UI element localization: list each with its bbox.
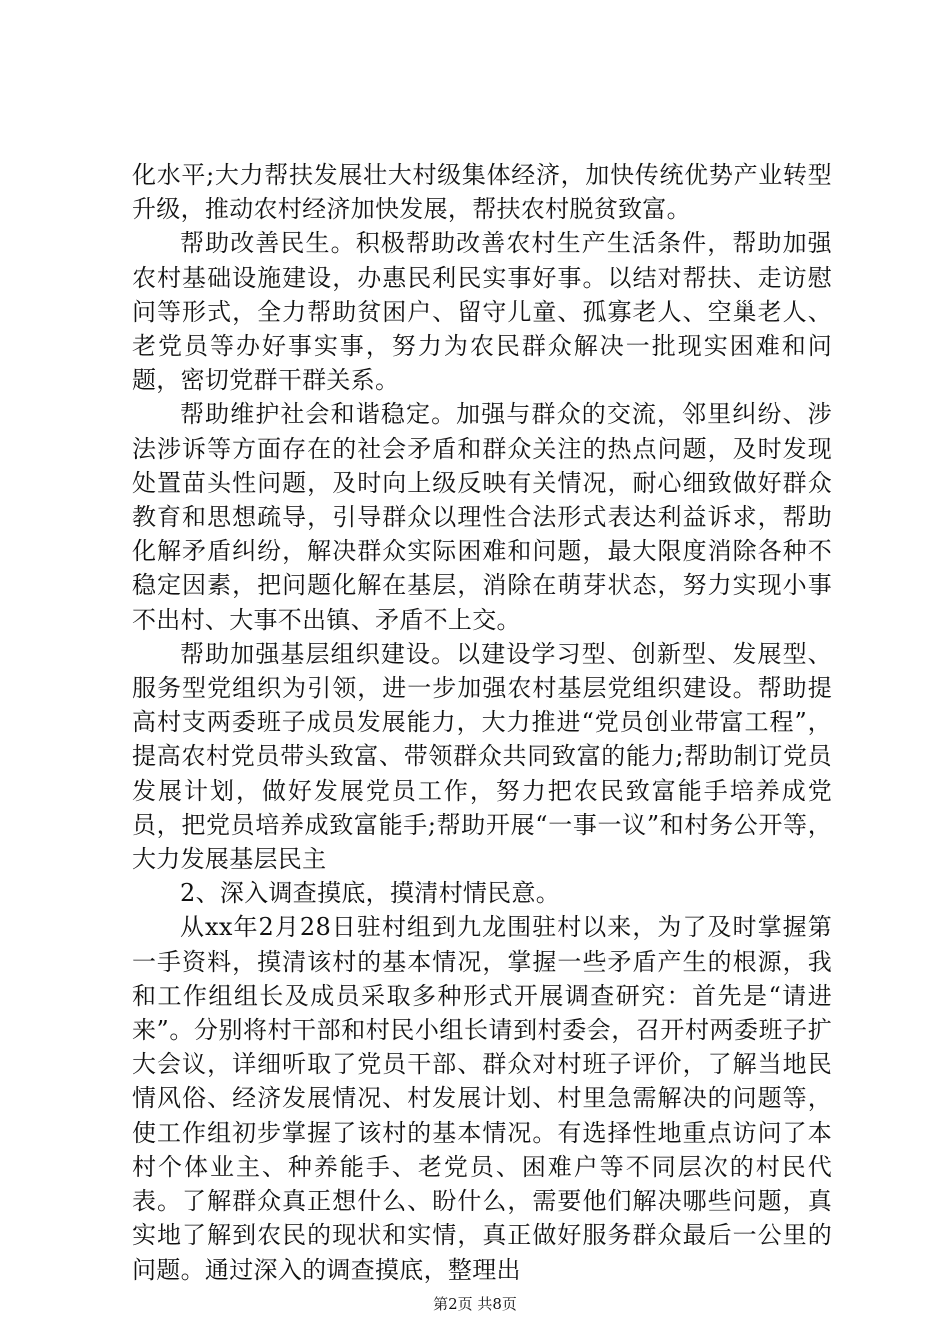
paragraph-investigation-details: 从xx年2月28日驻村组到九龙围驻村以来，为了及时掌握第一手资料，摸清该村的基本情况，掌握一些矛盾产生的根源，我和工作组组长及成员采取多种形式开展调查研究：首先是“请进来”。分别将村干部和村民小组长请到村委会，召开村两委班子扩大会议，详细听取了党员干部、群众对村班子评价，了解当地民情风俗、经济发展情况、村发展计划、村里急需解决的问题等，使工作组初步掌握了该村的基本情况。有选择性地重点访问了本村个体业主、种养能手、老党员、困难户等不同层次的村民代表。了解群众真正想什么、盼什么，需要他们解决哪些问题，真实地了解到农民的现状和实情，真正做好服务群众最后一公里的问题。通过深入的调查摸底，整理出 [132,913,832,1284]
paragraph-improve-livelihood: 帮助改善民生。积极帮助改善农村生产生活条件，帮助加强农村基础设施建设，办惠民利民实事好事。以结对帮扶、走访慰问等形式，全力帮助贫困户、留守儿童、孤寡老人、空巢老人、老党员等办好事实事，努力为农民群众解决一批现实困难和问题，密切党群干群关系。 [132,229,832,395]
document-body [132,158,832,1287]
page-number-footer: 第2页 共8页 [433,1295,517,1313]
paragraph-grassroots-organization: 帮助加强基层组织建设。以建设学习型、创新型、发展型、服务型党组织为引领，进一步加强农村基层党组织建设。帮助提高村支两委班子成员发展能力，大力推进“党员创业带富工程”，提高农村党员带头致富、带领群众共同致富的能力;帮助制订党员发展计划，做好发展党员工作，努力把农民致富能手培养成党员，把党员培养成致富能手;帮助开展“一事一议”和村务公开等，大力发展基层民主 [132,639,832,874]
section-heading-investigation: 2、深入调查摸底，摸清村情民意。 [180,879,561,908]
paragraph-continuation: 化水平;大力帮扶发展壮大村级集体经济，加快传统优势产业转型升级，推动农村经济加快发展，帮扶农村脱贫致富。 [132,161,832,224]
paragraph-social-stability: 帮助维护社会和谐稳定。加强与群众的交流，邻里纠纷、涉法涉诉等方面存在的社会矛盾和群众关注的热点问题，及时发现处置苗头性问题，及时向上级反映有关情况，耐心细致做好群众教育和思想疏导，引导群众以理性合法形式表达利益诉求，帮助化解矛盾纠纷，解决群众实际困难和问题，最大限度消除各种不稳定因素，把问题化解在基层，消除在萌芽状态，努力实现小事不出村、大事不出镇、矛盾不上交。 [132,400,832,634]
